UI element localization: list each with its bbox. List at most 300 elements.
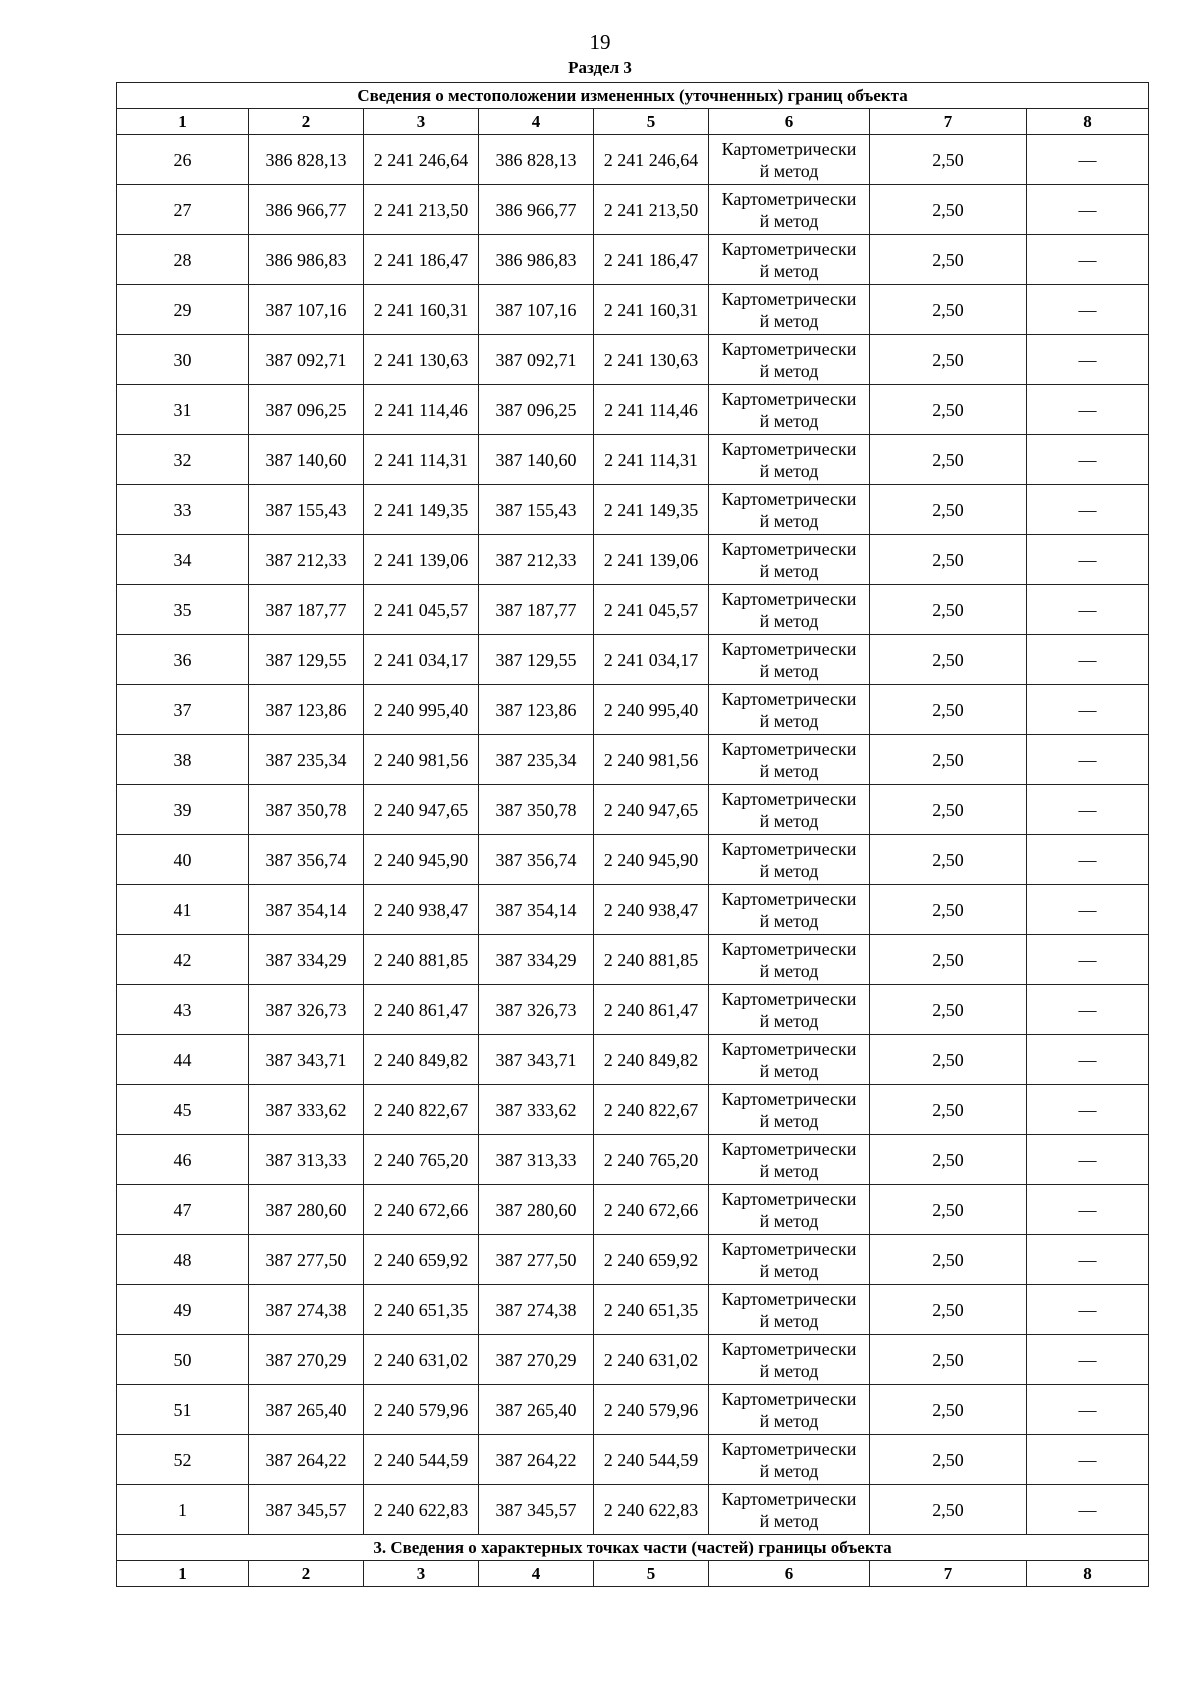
point-number-cell: 48 xyxy=(117,1235,249,1285)
x-refined-cell: 387 107,16 xyxy=(479,285,594,335)
table-row xyxy=(117,335,1149,385)
boundary-table xyxy=(116,82,1149,1587)
y-refined-cell: 2 240 544,59 xyxy=(594,1435,709,1485)
column-number: 5 xyxy=(594,1561,709,1587)
x-existing-cell: 387 280,60 xyxy=(249,1185,364,1235)
method-text-line: й метод xyxy=(759,210,819,231)
x-existing-cell: 387 092,71 xyxy=(249,335,364,385)
y-refined-cell: 2 241 186,47 xyxy=(594,235,709,285)
table-row xyxy=(117,585,1149,635)
column-number: 6 xyxy=(709,109,870,135)
accuracy-cell: 2,50 xyxy=(870,1285,1027,1335)
x-refined-cell: 386 986,83 xyxy=(479,235,594,285)
method-text-line: й метод xyxy=(759,1260,819,1281)
point-number-cell: 1 xyxy=(117,1485,249,1535)
method-text-line: Картометрически xyxy=(721,838,857,859)
x-existing-cell: 387 274,38 xyxy=(249,1285,364,1335)
y-refined-cell: 2 240 881,85 xyxy=(594,935,709,985)
y-existing-cell: 2 240 938,47 xyxy=(364,885,479,935)
accuracy-cell: 2,50 xyxy=(870,985,1027,1035)
x-existing-cell: 387 264,22 xyxy=(249,1435,364,1485)
method-text-line: Картометрически xyxy=(721,288,857,309)
description-cell: — xyxy=(1027,235,1149,285)
x-existing-cell: 387 313,33 xyxy=(249,1135,364,1185)
table-row xyxy=(117,535,1149,585)
y-refined-cell: 2 240 651,35 xyxy=(594,1285,709,1335)
x-refined-cell: 387 277,50 xyxy=(479,1235,594,1285)
x-existing-cell: 387 235,34 xyxy=(249,735,364,785)
subsection-title-row xyxy=(117,1535,1149,1561)
x-existing-cell: 387 343,71 xyxy=(249,1035,364,1085)
method-cell xyxy=(709,635,870,685)
point-number-cell: 36 xyxy=(117,635,249,685)
y-existing-cell: 2 241 139,06 xyxy=(364,535,479,585)
x-refined-cell: 387 333,62 xyxy=(479,1085,594,1135)
method-text-line: й метод xyxy=(759,660,819,681)
x-refined-cell: 387 334,29 xyxy=(479,935,594,985)
x-existing-cell: 387 155,43 xyxy=(249,485,364,535)
x-refined-cell: 387 129,55 xyxy=(479,635,594,685)
table-row xyxy=(117,1335,1149,1385)
point-number-cell: 41 xyxy=(117,885,249,935)
x-refined-cell: 387 343,71 xyxy=(479,1035,594,1085)
accuracy-cell: 2,50 xyxy=(870,235,1027,285)
accuracy-cell: 2,50 xyxy=(870,435,1027,485)
y-existing-cell: 2 240 579,96 xyxy=(364,1385,479,1435)
y-refined-cell: 2 240 947,65 xyxy=(594,785,709,835)
description-cell: — xyxy=(1027,885,1149,935)
method-text-line: Картометрически xyxy=(721,538,857,559)
method-text-line: й метод xyxy=(759,810,819,831)
x-refined-cell: 387 123,86 xyxy=(479,685,594,735)
y-existing-cell: 2 241 149,35 xyxy=(364,485,479,535)
column-number: 7 xyxy=(870,109,1027,135)
y-existing-cell: 2 240 631,02 xyxy=(364,1335,479,1385)
method-text-line: Картометрически xyxy=(721,788,857,809)
accuracy-cell: 2,50 xyxy=(870,685,1027,735)
table-row xyxy=(117,185,1149,235)
method-cell xyxy=(709,785,870,835)
x-refined-cell: 386 828,13 xyxy=(479,135,594,185)
description-cell: — xyxy=(1027,635,1149,685)
method-text-line: Картометрически xyxy=(721,1338,857,1359)
y-existing-cell: 2 240 544,59 xyxy=(364,1435,479,1485)
y-existing-cell: 2 241 160,31 xyxy=(364,285,479,335)
x-existing-cell: 387 326,73 xyxy=(249,985,364,1035)
method-cell xyxy=(709,1435,870,1485)
point-number-cell: 35 xyxy=(117,585,249,635)
y-existing-cell: 2 241 246,64 xyxy=(364,135,479,185)
method-cell xyxy=(709,835,870,885)
x-existing-cell: 387 277,50 xyxy=(249,1235,364,1285)
x-existing-cell: 387 187,77 xyxy=(249,585,364,635)
y-refined-cell: 2 241 149,35 xyxy=(594,485,709,535)
method-cell xyxy=(709,1285,870,1335)
description-cell: — xyxy=(1027,385,1149,435)
table-row xyxy=(117,1185,1149,1235)
method-text-line: й метод xyxy=(759,1410,819,1431)
method-text-line: й метод xyxy=(759,1360,819,1381)
accuracy-cell: 2,50 xyxy=(870,535,1027,585)
accuracy-cell: 2,50 xyxy=(870,1035,1027,1085)
column-number: 8 xyxy=(1027,109,1149,135)
method-text-line: Картометрически xyxy=(721,588,857,609)
table-row xyxy=(117,235,1149,285)
table-row xyxy=(117,1235,1149,1285)
point-number-cell: 40 xyxy=(117,835,249,885)
y-refined-cell: 2 240 622,83 xyxy=(594,1485,709,1535)
method-text-line: Картометрически xyxy=(721,988,857,1009)
description-cell: — xyxy=(1027,1085,1149,1135)
y-existing-cell: 2 241 045,57 xyxy=(364,585,479,635)
description-cell: — xyxy=(1027,785,1149,835)
y-existing-cell: 2 240 849,82 xyxy=(364,1035,479,1085)
method-text-line: й метод xyxy=(759,1160,819,1181)
y-existing-cell: 2 240 659,92 xyxy=(364,1235,479,1285)
x-existing-cell: 387 129,55 xyxy=(249,635,364,685)
x-refined-cell: 387 096,25 xyxy=(479,385,594,435)
method-text-line: Картометрически xyxy=(721,238,857,259)
x-existing-cell: 387 354,14 xyxy=(249,885,364,935)
accuracy-cell: 2,50 xyxy=(870,885,1027,935)
point-number-cell: 39 xyxy=(117,785,249,835)
table-row xyxy=(117,685,1149,735)
column-numbers-row xyxy=(117,109,1149,135)
method-text-line: Картометрически xyxy=(721,1138,857,1159)
column-number: 4 xyxy=(479,1561,594,1587)
method-cell xyxy=(709,435,870,485)
column-number: 3 xyxy=(364,109,479,135)
subsection-title: 3. Сведения о характерных точках части (частей) границы объекта xyxy=(117,1535,1149,1561)
y-refined-cell: 2 240 945,90 xyxy=(594,835,709,885)
table-row xyxy=(117,285,1149,335)
column-number: 6 xyxy=(709,1561,870,1587)
x-refined-cell: 387 356,74 xyxy=(479,835,594,885)
x-existing-cell: 386 828,13 xyxy=(249,135,364,185)
y-refined-cell: 2 240 861,47 xyxy=(594,985,709,1035)
y-existing-cell: 2 241 186,47 xyxy=(364,235,479,285)
y-existing-cell: 2 241 114,46 xyxy=(364,385,479,435)
x-existing-cell: 387 345,57 xyxy=(249,1485,364,1535)
method-text-line: й метод xyxy=(759,260,819,281)
accuracy-cell: 2,50 xyxy=(870,1185,1027,1235)
x-refined-cell: 386 966,77 xyxy=(479,185,594,235)
x-refined-cell: 387 280,60 xyxy=(479,1185,594,1235)
accuracy-cell: 2,50 xyxy=(870,735,1027,785)
y-refined-cell: 2 241 045,57 xyxy=(594,585,709,635)
table-row xyxy=(117,985,1149,1035)
y-existing-cell: 2 240 861,47 xyxy=(364,985,479,1035)
x-refined-cell: 387 313,33 xyxy=(479,1135,594,1185)
y-existing-cell: 2 240 765,20 xyxy=(364,1135,479,1185)
accuracy-cell: 2,50 xyxy=(870,635,1027,685)
point-number-cell: 32 xyxy=(117,435,249,485)
y-existing-cell: 2 240 822,67 xyxy=(364,1085,479,1135)
method-text-line: й метод xyxy=(759,1110,819,1131)
method-text-line: й метод xyxy=(759,610,819,631)
table-row xyxy=(117,1485,1149,1535)
y-refined-cell: 2 240 822,67 xyxy=(594,1085,709,1135)
column-number: 7 xyxy=(870,1561,1027,1587)
description-cell: — xyxy=(1027,935,1149,985)
point-number-cell: 52 xyxy=(117,1435,249,1485)
y-refined-cell: 2 241 139,06 xyxy=(594,535,709,585)
point-number-cell: 42 xyxy=(117,935,249,985)
accuracy-cell: 2,50 xyxy=(870,185,1027,235)
method-cell xyxy=(709,1135,870,1185)
description-cell: — xyxy=(1027,1435,1149,1485)
point-number-cell: 30 xyxy=(117,335,249,385)
point-number-cell: 38 xyxy=(117,735,249,785)
y-refined-cell: 2 241 130,63 xyxy=(594,335,709,385)
y-existing-cell: 2 241 034,17 xyxy=(364,635,479,685)
y-existing-cell: 2 240 947,65 xyxy=(364,785,479,835)
x-existing-cell: 387 107,16 xyxy=(249,285,364,335)
method-text-line: Картометрически xyxy=(721,1388,857,1409)
method-cell xyxy=(709,885,870,935)
x-existing-cell: 386 986,83 xyxy=(249,235,364,285)
point-number-cell: 33 xyxy=(117,485,249,535)
table-row xyxy=(117,1035,1149,1085)
x-existing-cell: 387 270,29 xyxy=(249,1335,364,1385)
description-cell: — xyxy=(1027,1235,1149,1285)
method-text-line: Картометрически xyxy=(721,388,857,409)
x-refined-cell: 387 212,33 xyxy=(479,535,594,585)
method-text-line: Картометрически xyxy=(721,638,857,659)
method-cell xyxy=(709,285,870,335)
y-existing-cell: 2 240 672,66 xyxy=(364,1185,479,1235)
table-row xyxy=(117,435,1149,485)
description-cell: — xyxy=(1027,1185,1149,1235)
description-cell: — xyxy=(1027,435,1149,485)
accuracy-cell: 2,50 xyxy=(870,335,1027,385)
method-text-line: й метод xyxy=(759,710,819,731)
table-row xyxy=(117,885,1149,935)
description-cell: — xyxy=(1027,1385,1149,1435)
x-existing-cell: 387 356,74 xyxy=(249,835,364,885)
table-row xyxy=(117,635,1149,685)
method-text-line: й метод xyxy=(759,1510,819,1531)
method-text-line: й метод xyxy=(759,1460,819,1481)
method-cell xyxy=(709,935,870,985)
y-refined-cell: 2 241 213,50 xyxy=(594,185,709,235)
method-cell xyxy=(709,985,870,1035)
method-text-line: й метод xyxy=(759,1010,819,1031)
description-cell: — xyxy=(1027,835,1149,885)
method-text-line: й метод xyxy=(759,410,819,431)
method-text-line: Картометрически xyxy=(721,888,857,909)
table-row xyxy=(117,785,1149,835)
description-cell: — xyxy=(1027,585,1149,635)
method-text-line: й метод xyxy=(759,560,819,581)
method-cell xyxy=(709,535,870,585)
method-text-line: Картометрически xyxy=(721,688,857,709)
table-row xyxy=(117,1285,1149,1335)
y-existing-cell: 2 241 130,63 xyxy=(364,335,479,385)
method-text-line: й метод xyxy=(759,360,819,381)
column-number: 1 xyxy=(117,109,249,135)
description-cell: — xyxy=(1027,535,1149,585)
method-text-line: Картометрически xyxy=(721,938,857,959)
method-text-line: Картометрически xyxy=(721,338,857,359)
x-refined-cell: 387 274,38 xyxy=(479,1285,594,1335)
description-cell: — xyxy=(1027,985,1149,1035)
x-refined-cell: 387 140,60 xyxy=(479,435,594,485)
x-existing-cell: 387 333,62 xyxy=(249,1085,364,1135)
accuracy-cell: 2,50 xyxy=(870,1085,1027,1135)
y-refined-cell: 2 240 849,82 xyxy=(594,1035,709,1085)
y-refined-cell: 2 240 981,56 xyxy=(594,735,709,785)
description-cell: — xyxy=(1027,685,1149,735)
x-refined-cell: 387 235,34 xyxy=(479,735,594,785)
y-existing-cell: 2 240 881,85 xyxy=(364,935,479,985)
y-refined-cell: 2 240 995,40 xyxy=(594,685,709,735)
y-existing-cell: 2 240 945,90 xyxy=(364,835,479,885)
method-cell xyxy=(709,135,870,185)
section-label: Раздел 3 xyxy=(568,58,632,77)
table-row xyxy=(117,1085,1149,1135)
point-number-cell: 50 xyxy=(117,1335,249,1385)
y-refined-cell: 2 240 672,66 xyxy=(594,1185,709,1235)
point-number-cell: 49 xyxy=(117,1285,249,1335)
point-number-cell: 45 xyxy=(117,1085,249,1135)
y-refined-cell: 2 241 114,46 xyxy=(594,385,709,435)
accuracy-cell: 2,50 xyxy=(870,285,1027,335)
x-existing-cell: 387 096,25 xyxy=(249,385,364,435)
table-row xyxy=(117,485,1149,535)
accuracy-cell: 2,50 xyxy=(870,1485,1027,1535)
method-text-line: Картометрически xyxy=(721,1488,857,1509)
table-row xyxy=(117,735,1149,785)
x-refined-cell: 387 155,43 xyxy=(479,485,594,535)
accuracy-cell: 2,50 xyxy=(870,785,1027,835)
method-text-line: й метод xyxy=(759,760,819,781)
y-refined-cell: 2 240 579,96 xyxy=(594,1385,709,1435)
accuracy-cell: 2,50 xyxy=(870,1385,1027,1435)
method-cell xyxy=(709,1485,870,1535)
accuracy-cell: 2,50 xyxy=(870,935,1027,985)
description-cell: — xyxy=(1027,335,1149,385)
method-text-line: Картометрически xyxy=(721,1188,857,1209)
method-text-line: й метод xyxy=(759,460,819,481)
method-text-line: Картометрически xyxy=(721,138,857,159)
y-refined-cell: 2 241 160,31 xyxy=(594,285,709,335)
description-cell: — xyxy=(1027,185,1149,235)
y-existing-cell: 2 240 622,83 xyxy=(364,1485,479,1535)
page-number: 19 xyxy=(589,30,611,54)
y-existing-cell: 2 240 981,56 xyxy=(364,735,479,785)
column-number: 2 xyxy=(249,1561,364,1587)
accuracy-cell: 2,50 xyxy=(870,485,1027,535)
description-cell: — xyxy=(1027,1335,1149,1385)
point-number-cell: 29 xyxy=(117,285,249,335)
point-number-cell: 44 xyxy=(117,1035,249,1085)
y-refined-cell: 2 241 034,17 xyxy=(594,635,709,685)
method-cell xyxy=(709,585,870,635)
method-text-line: й метод xyxy=(759,1060,819,1081)
description-cell: — xyxy=(1027,135,1149,185)
point-number-cell: 37 xyxy=(117,685,249,735)
table-row xyxy=(117,1385,1149,1435)
description-cell: — xyxy=(1027,1285,1149,1335)
y-existing-cell: 2 241 114,31 xyxy=(364,435,479,485)
y-existing-cell: 2 240 651,35 xyxy=(364,1285,479,1335)
table-row xyxy=(117,385,1149,435)
method-text-line: й метод xyxy=(759,1310,819,1331)
accuracy-cell: 2,50 xyxy=(870,1335,1027,1385)
point-number-cell: 46 xyxy=(117,1135,249,1185)
column-number: 3 xyxy=(364,1561,479,1587)
method-cell xyxy=(709,1385,870,1435)
accuracy-cell: 2,50 xyxy=(870,385,1027,435)
y-existing-cell: 2 240 995,40 xyxy=(364,685,479,735)
method-cell xyxy=(709,335,870,385)
x-existing-cell: 387 212,33 xyxy=(249,535,364,585)
method-cell xyxy=(709,185,870,235)
accuracy-cell: 2,50 xyxy=(870,835,1027,885)
y-refined-cell: 2 241 114,31 xyxy=(594,435,709,485)
description-cell: — xyxy=(1027,1035,1149,1085)
x-refined-cell: 387 265,40 xyxy=(479,1385,594,1435)
x-refined-cell: 387 264,22 xyxy=(479,1435,594,1485)
point-number-cell: 26 xyxy=(117,135,249,185)
column-number: 8 xyxy=(1027,1561,1149,1587)
description-cell: — xyxy=(1027,1485,1149,1535)
y-refined-cell: 2 240 659,92 xyxy=(594,1235,709,1285)
x-existing-cell: 387 334,29 xyxy=(249,935,364,985)
column-number: 1 xyxy=(117,1561,249,1587)
method-text-line: Картометрически xyxy=(721,1038,857,1059)
method-text-line: Картометрически xyxy=(721,1438,857,1459)
point-number-cell: 27 xyxy=(117,185,249,235)
description-cell: — xyxy=(1027,285,1149,335)
point-number-cell: 47 xyxy=(117,1185,249,1235)
method-text-line: Картометрически xyxy=(721,1288,857,1309)
accuracy-cell: 2,50 xyxy=(870,1435,1027,1485)
x-existing-cell: 387 265,40 xyxy=(249,1385,364,1435)
table-row xyxy=(117,135,1149,185)
subsection-column-numbers-row xyxy=(117,1561,1149,1587)
description-cell: — xyxy=(1027,485,1149,535)
method-text-line: Картометрически xyxy=(721,188,857,209)
x-refined-cell: 387 187,77 xyxy=(479,585,594,635)
description-cell: — xyxy=(1027,735,1149,785)
accuracy-cell: 2,50 xyxy=(870,1135,1027,1185)
x-refined-cell: 387 326,73 xyxy=(479,985,594,1035)
x-refined-cell: 387 270,29 xyxy=(479,1335,594,1385)
point-number-cell: 51 xyxy=(117,1385,249,1435)
x-refined-cell: 387 345,57 xyxy=(479,1485,594,1535)
point-number-cell: 31 xyxy=(117,385,249,435)
method-cell xyxy=(709,235,870,285)
x-refined-cell: 387 350,78 xyxy=(479,785,594,835)
point-number-cell: 43 xyxy=(117,985,249,1035)
method-cell xyxy=(709,1185,870,1235)
method-text-line: Картометрически xyxy=(721,1088,857,1109)
method-cell xyxy=(709,1035,870,1085)
method-text-line: Картометрически xyxy=(721,438,857,459)
accuracy-cell: 2,50 xyxy=(870,135,1027,185)
method-cell xyxy=(709,1235,870,1285)
method-cell xyxy=(709,685,870,735)
table-row xyxy=(117,1135,1149,1185)
y-refined-cell: 2 240 765,20 xyxy=(594,1135,709,1185)
method-text-line: й метод xyxy=(759,860,819,881)
method-text-line: й метод xyxy=(759,510,819,531)
method-text-line: й метод xyxy=(759,960,819,981)
x-existing-cell: 387 140,60 xyxy=(249,435,364,485)
point-number-cell: 28 xyxy=(117,235,249,285)
